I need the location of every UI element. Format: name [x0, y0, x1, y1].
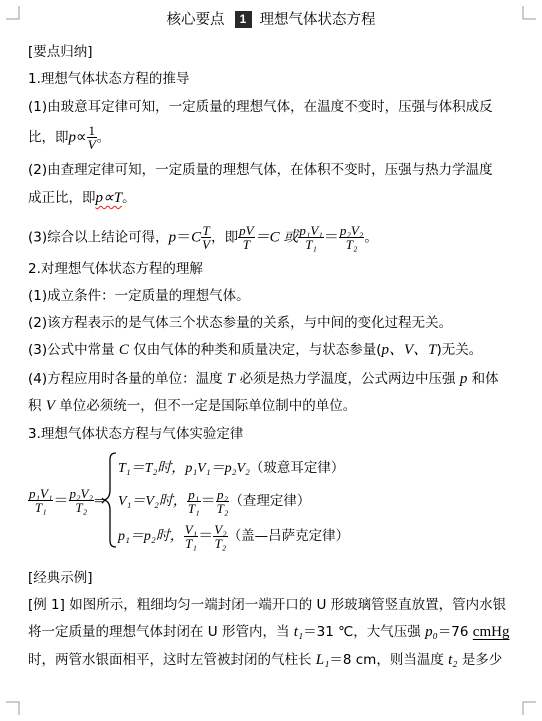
crop-mark-bottom-right [522, 701, 536, 715]
s1-p3-middle: ，即 [211, 229, 239, 246]
s1-p2-prefix: 成正比，即 [28, 190, 96, 206]
var-p: p [459, 371, 468, 387]
charles-law-label: （查理定律） [229, 493, 311, 509]
s1-p3-end: 。 [364, 229, 378, 246]
equals-sign: ＝ [53, 493, 69, 509]
frac-numerator: p₁ [188, 486, 200, 502]
var-c: C [118, 342, 129, 358]
var-c: C [191, 229, 202, 246]
ex1-line3-end: 是多少 [461, 652, 503, 668]
s2-paragraph-2: (2)该方程表示的是气体三个状态参量的关系，与中间的变化过程无关。 [28, 315, 453, 331]
frac-numerator: pV [239, 223, 254, 238]
s1-p1-end: 。 [96, 129, 111, 146]
page-title [0, 8, 542, 29]
var-p0: p₀ [425, 624, 438, 640]
example-1-line-2 [28, 622, 509, 642]
implies-arrow: ⇒ [93, 494, 106, 509]
s1-paragraph-3 [28, 224, 378, 251]
example-1-line-1: [例 1] 如图所示，粗细均匀一端封闭一端开口的 U 形玻璃管竖直放置，管内水银 [28, 597, 507, 613]
state-variables: p、V、T [381, 342, 437, 358]
fraction-v1-over-t1 [184, 523, 198, 550]
frac-denominator: T₁ [187, 500, 200, 516]
fraction-p1-over-t1 [187, 488, 201, 515]
frac-numerator: p₂V₂ [69, 486, 93, 501]
frac-denominator: T₂ [216, 500, 229, 516]
fraction-v2-over-t2 [213, 523, 227, 550]
frac-denominator: T₁ [34, 500, 47, 515]
left-brace [103, 452, 117, 548]
boyle-law-label: （玻意耳定律） [249, 460, 345, 476]
brace-case-1 [118, 456, 344, 477]
title-badge: 1 [235, 11, 252, 28]
ex1-pressure-value: ＝76 [437, 624, 469, 640]
equals-sign: ＝ [198, 528, 214, 544]
frac-numerator: T [202, 223, 210, 238]
var-t1: t₁ [293, 624, 304, 640]
fraction-p2v2-over-t2 [69, 487, 94, 514]
example-1-line-3 [28, 650, 502, 670]
equals-c-or: ＝C 或 [254, 229, 299, 246]
title-text: 理想气体状态方程 [259, 12, 376, 28]
var-v: V [45, 398, 55, 414]
s2-p4-end: 和体 [471, 371, 499, 387]
frac-numerator: p₂V₂ [339, 223, 364, 238]
frac-numerator: p₁V₁ [29, 486, 53, 501]
frac-numerator: p₁V₁ [299, 223, 323, 238]
fraction-one-over-v [87, 124, 97, 151]
frac-numerator: 1 [88, 123, 95, 138]
brace-lhs [28, 487, 106, 514]
s2-paragraph-1: (1)成立条件：一定质量的理想气体。 [28, 288, 250, 304]
s2-p3-end: )无关。 [436, 342, 483, 358]
s2-p4-middle: 必须是热力学温度，公式两边中压强 [239, 371, 456, 387]
equals-sign: ＝ [323, 229, 339, 246]
fraction-p2v2-over-t2 [339, 224, 364, 251]
title-prefix: 核心要点 [166, 12, 225, 28]
s1-paragraph-2-line-2 [28, 188, 136, 208]
s2-p3-prefix: (3)公式中常量 [28, 342, 115, 358]
equals-sign: ＝ [176, 229, 192, 246]
proportional-symbol: ∝ [76, 129, 87, 146]
section-3-heading: 3.理想气体状态方程与气体实验定律 [28, 426, 244, 442]
frac-numerator: V₂ [214, 521, 227, 537]
s2-paragraph-4-line-1 [28, 369, 499, 389]
frac-denominator: V [202, 237, 211, 252]
fraction-p1v1-over-t1 [28, 487, 53, 514]
brace-case-2 [118, 485, 310, 518]
case2-condition: V₁＝V₂时， [118, 494, 187, 509]
section-1-heading: 1.理想气体状态方程的推导 [28, 71, 190, 87]
ex1-line3-prefix: 时，两管水银面相平，这时左管被封闭的气柱长 [28, 652, 312, 668]
s2-p3-middle: 仅由气体的种类和质量决定，与状态参量( [133, 342, 382, 358]
fraction-p2-over-t2 [216, 488, 230, 515]
ex1-line3-middle: ＝8 cm，则当温度 [329, 652, 444, 668]
frac-denominator: T [242, 237, 250, 252]
frac-numerator: p₂ [216, 486, 228, 502]
frac-denominator: T₂ [214, 535, 227, 551]
s1-p2-end: 。 [122, 190, 136, 206]
s2-p4-line2-prefix: 积 [28, 398, 42, 414]
s1-paragraph-1-line-1: (1)由玻意耳定律可知，一定质量的理想气体，在温度不变时，压强与体积成反 [28, 99, 493, 115]
s2-p4-prefix: (4)方程应用时各量的单位：温度 [28, 371, 223, 387]
s2-paragraph-3 [28, 340, 482, 360]
section-2-heading: 2.对理想气体状态方程的理解 [28, 261, 203, 277]
var-l1: L₁ [315, 652, 330, 668]
s1-p1-prefix: 比，即 [28, 129, 69, 146]
var-t2: t₂ [448, 652, 458, 668]
ex1-line2-middle: ＝31 ℃，大气压强 [303, 624, 421, 640]
s1-paragraph-2-line-1: (2)由查理定律可知，一定质量的理想气体，在体积不变时，压强与热力学温度 [28, 162, 493, 178]
frac-denominator: T₁ [305, 237, 317, 252]
var-t: T [226, 371, 236, 387]
s2-paragraph-4-line-2 [28, 396, 356, 416]
s2-p4-line2-end: 单位必须统一，但不一定是国际单位制中的单位。 [59, 398, 357, 414]
frac-denominator: V [87, 137, 96, 152]
brace-case-3 [118, 520, 349, 553]
gay-lussac-law-label: （盖—吕萨克定律） [227, 528, 350, 544]
var-p: p [68, 129, 76, 146]
fraction-t-over-v [201, 224, 211, 251]
frac-denominator: T₁ [185, 535, 197, 551]
var-p: p [168, 229, 177, 246]
examples-header: [经典示例] [28, 570, 93, 586]
equals-sign: ＝ [200, 493, 216, 509]
frac-denominator: T₂ [75, 500, 88, 515]
pressure-unit: cmHg [472, 624, 510, 640]
case3-condition: p₁＝p₂时， [118, 529, 184, 544]
ex1-line2-prefix: 将一定质量的理想气体封闭在 U 形管内，当 [28, 624, 290, 640]
p-proportional-t: p∝T [95, 190, 123, 206]
fraction-pv-over-t [238, 224, 254, 251]
frac-numerator: V₁ [184, 521, 198, 537]
s1-p3-prefix: (3)综合以上结论可得， [28, 229, 169, 246]
key-points-header: [要点归纳] [28, 44, 93, 60]
case1-equation: p₁V₁＝p₂V₂ [185, 461, 250, 476]
fraction-p1v1-over-t1 [298, 224, 323, 251]
case1-condition: T₁＝T₂时， [118, 461, 186, 476]
crop-mark-bottom-left [6, 701, 20, 715]
s1-paragraph-1-line-2 [28, 124, 110, 151]
frac-denominator: T₂ [345, 237, 358, 252]
